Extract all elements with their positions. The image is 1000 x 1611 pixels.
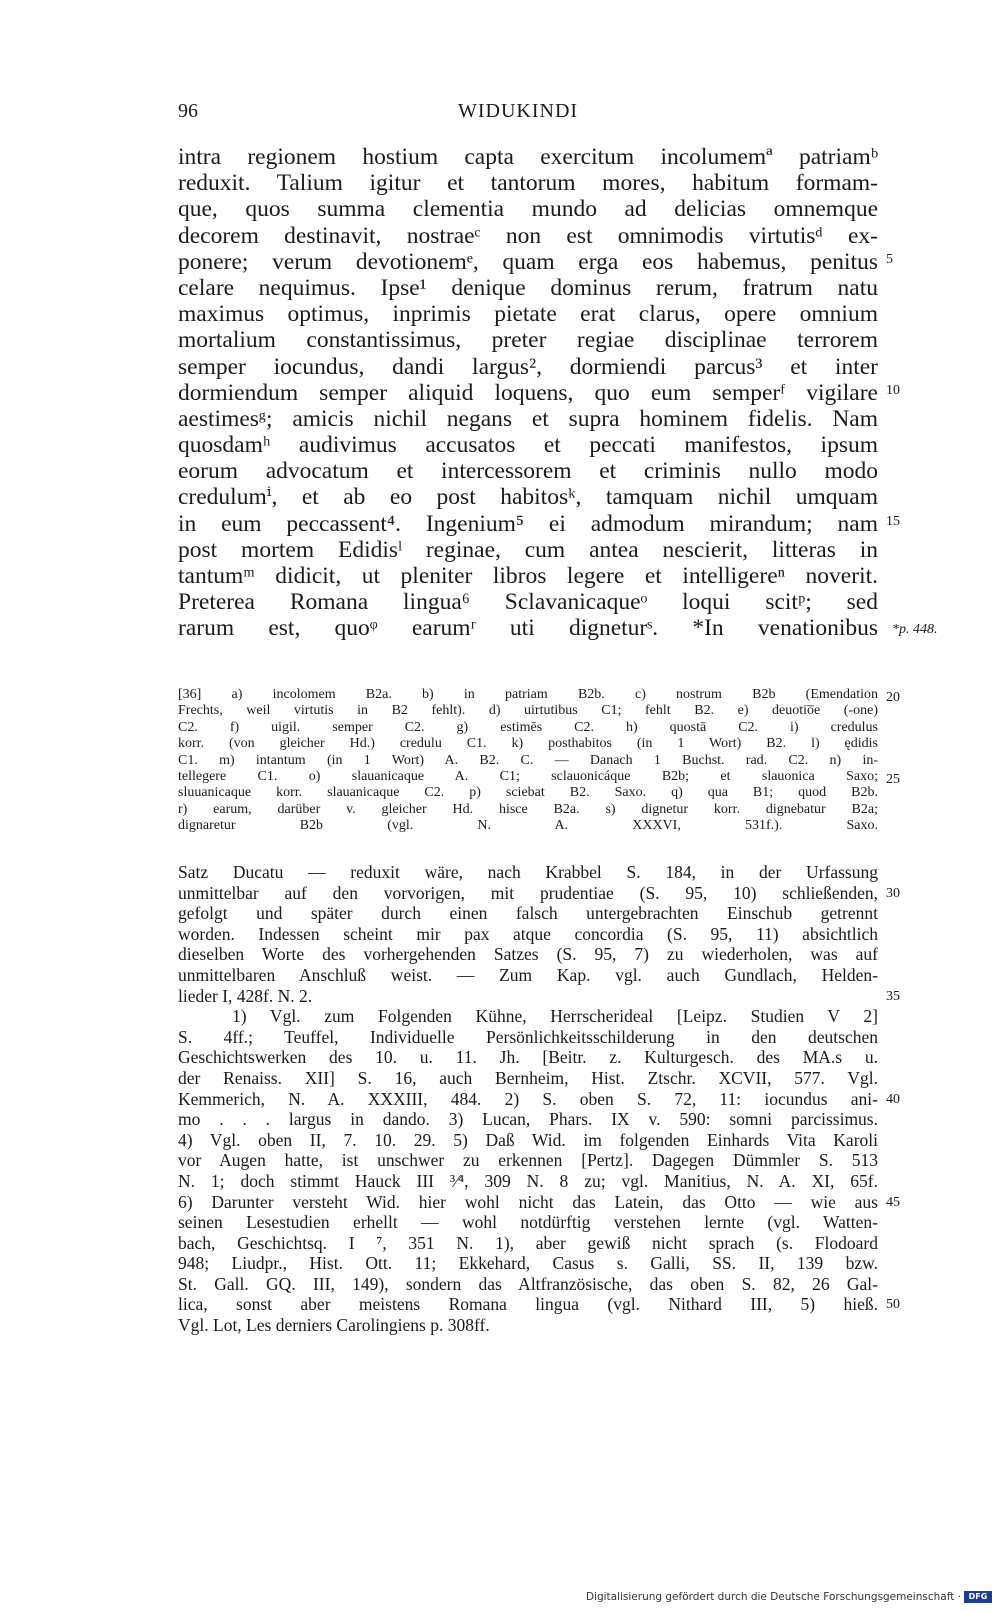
apparatus-line-text: dignaretur B2b (vgl. N. A. XXXVI, 531f.). Saxo.: [178, 818, 878, 834]
body-line: [178, 510, 900, 537]
note-line: [178, 1150, 878, 1171]
note-line: [178, 1088, 900, 1110]
note-line: [178, 882, 900, 904]
body-line-text: maximus optimus, inprimis pietate erat clarus, opere omnium: [178, 301, 878, 328]
note-line-text: dieselben Worte des vorhergehenden Satzes (S. 95, 7) zu wiederholen, was auf: [178, 944, 878, 965]
apparatus-line: [178, 753, 878, 769]
apparatus-line-text: sluuanicaque korr. slauanicaque C2. p) sciebat B2. Saxo. q) qua B1; quod B2b.: [178, 785, 878, 801]
page-header: [178, 100, 878, 130]
note-line-text: mo . . . largus in dando. 3) Lucan, Phars. IX v. 590: somni parcissimus.: [178, 1109, 878, 1130]
note-line: [178, 1191, 900, 1213]
line-number: 30: [886, 885, 900, 901]
apparatus-line-text: [36] a) incolomem B2a. b) in patriam B2b. c) nostrum B2b (Emendation: [178, 687, 878, 702]
apparatus-line-text: r) earum, darüber v. gleicher Hd. hisce B2a. s) dignetur korr. dignebatur B2a;: [178, 801, 878, 817]
line-number: 40: [886, 1091, 900, 1107]
body-line-text: decorem destinavit, nostraeᶜ non est omnimodis virtutisᵈ ex-: [178, 222, 878, 249]
note-line-text: bach, Geschichtsq. I ⁷, 351 N. 1), aber gewiß nicht sprach (s. Flodoard: [178, 1232, 878, 1253]
critical-apparatus: [178, 687, 900, 835]
note-line-text: lieder I, 428f. N. 2.: [178, 985, 313, 1006]
body-line: [178, 432, 878, 458]
body-line-text: rarum est, quoᵠ earumʳ uti digneturˢ. *In venationibus: [178, 615, 878, 642]
page-number: 96: [178, 100, 198, 122]
body-line: [178, 196, 878, 222]
apparatus-line: [178, 785, 878, 801]
body-line: [178, 379, 900, 406]
apparatus-line-text: C1. m) intantum (in 1 Wort) A. B2. C. — Danach 1 Buchst. rad. C2. n) in-: [178, 752, 878, 768]
apparatus-line-text: korr. (von gleicher Hd.) credulu C1. k) posthabitos (in 1 Wort) B2. l) ędidis: [178, 736, 878, 752]
note-line: [178, 1109, 878, 1130]
note-line: [178, 1294, 900, 1315]
note-line: [178, 965, 878, 986]
body-line: [178, 275, 878, 301]
body-line-text: reduxit. Talium igitur et tantorum mores, habitum formam-: [178, 170, 878, 197]
body-line-text: intra regionem hostium capta exercitum incolumemª patriamᵇ: [178, 144, 878, 170]
footnotes: [178, 862, 900, 1336]
body-line: [178, 248, 893, 275]
note-line: [178, 1212, 878, 1233]
body-line: [178, 170, 878, 196]
page-marker: *p. 448.: [892, 622, 938, 638]
body-line: [178, 354, 878, 380]
note-line-text: unmittelbaren Anschluß weist. — Zum Kap. vgl. auch Gundlach, Helden-: [178, 964, 878, 985]
apparatus-line-text: tellegere C1. o) slauanicaque A. C1; sclauonicáque B2b; et slauonica Saxo;: [178, 768, 878, 784]
note-line-text: 4) Vgl. oben II, 7. 10. 29. 5) Daß Wid. im folgenden Einhards Vita Karoli: [178, 1129, 878, 1150]
body-line: [178, 537, 878, 563]
note-line: [178, 862, 878, 883]
note-line: [178, 1006, 878, 1027]
note-line: [178, 1233, 878, 1254]
running-title: WIDUKINDI: [458, 100, 579, 122]
apparatus-line-text: Frechts, weil virtutis in B2 fehlt). d) uirtutibus C1; fehlt B2. e) deuotio̅e (-one): [178, 703, 878, 719]
body-line: [178, 484, 878, 510]
body-line-text: credulumⁱ, et ab eo post habitosᵏ, tamquam nichil umquam: [178, 484, 878, 511]
apparatus-line: [178, 802, 878, 818]
note-line-text: Satz Ducatu — reduxit wäre, nach Krabbel S. 184, in der Urfassung: [178, 862, 878, 882]
body-line-text: dormiendum semper aliquid loquens, quo eum semperᶠ vigilare: [178, 379, 878, 406]
line-number: 35: [886, 988, 900, 1004]
note-line-text: gefolgt und später durch einen falsch untergebrachten Einschub getrennt: [178, 903, 878, 924]
body-line: [178, 406, 878, 432]
note-line-text: 1) Vgl. zum Folgenden Kühne, Herrscherideal [Leipz. Studien V 2]: [232, 1006, 878, 1027]
body-line-text: quosdamʰ audivimus accusatos et peccati manifestos, ipsum: [178, 432, 878, 459]
dfg-logo-icon: DFG: [964, 1591, 992, 1603]
note-line-text: lica, sonst aber meistens Romana lingua (vgl. Nithard III, 5) hieß.: [178, 1294, 878, 1315]
line-number: 45: [886, 1194, 900, 1210]
line-number: 20: [886, 690, 900, 705]
line-number: 5: [886, 251, 893, 267]
body-line-text: post mortem Edidisˡ reginae, cum antea nescierit, litteras in: [178, 536, 878, 563]
body-line-text: eorum advocatum et intercessorem et criminis nullo modo: [178, 458, 878, 485]
note-line-text: Geschichtswerken des 10. u. 11. Jh. [Beitr. z. Kulturgesch. des MA.s u.: [178, 1047, 878, 1068]
note-line: [178, 1068, 878, 1089]
body-line-text: aestimesᵍ; amicis nichil negans et supra hominem fidelis. Nam: [178, 405, 878, 432]
note-line-text: 6) Darunter versteht Wid. hier wohl nicht das Latein, das Otto — wie aus: [178, 1191, 878, 1212]
body-line: [178, 458, 878, 484]
note-line: [178, 1253, 878, 1274]
body-line-text: tantumᵐ didicit, ut pleniter libros legere et intelligereⁿ noverit.: [178, 563, 878, 589]
note-line-text: 948; Liudpr., Hist. Ott. 11; Ekkehard, Casus s. Galli, SS. II, 139 bzw.: [178, 1253, 878, 1274]
note-line: [178, 985, 900, 1007]
body-line-text: mortalium constantissimus, preter regiae disciplinae terrorem: [178, 327, 878, 354]
line-number: 25: [886, 771, 900, 787]
apparatus-line: [178, 818, 878, 834]
body-line-text: celare nequimus. Ipse¹ denique dominus rerum, fratrum natu: [178, 274, 878, 301]
note-line-text: N. 1; doch stimmt Hauck III ³⁄⁴, 309 N. 8 zu; vgl. Manitius, N. A. XI, 65f.: [178, 1170, 878, 1191]
note-line: [178, 1315, 878, 1336]
note-line-text: seinen Lesestudien erhellt — wohl notdürftig verstehen lernte (vgl. Watten-: [178, 1212, 878, 1233]
note-line-text: S. 4ff.; Teuffel, Individuelle Persönlichkeitsschilderung in den deutschen: [178, 1026, 878, 1047]
line-number: 15: [886, 513, 900, 529]
body-line: [178, 223, 878, 249]
note-line-text: St. Gall. GQ. III, 149), sondern das Altfranzösische, das oben S. 82, 26 Gal-: [178, 1273, 878, 1294]
note-line-text: Vgl. Lot, Les derniers Carolingiens p. 308ff.: [178, 1315, 490, 1336]
body-line: [178, 301, 878, 327]
body-line: [178, 563, 878, 589]
body-line-text: que, quos summa clementia mundo ad delicias omnemque: [178, 196, 878, 223]
line-number: 50: [886, 1297, 900, 1313]
body-line-text: Preterea Romana lingua⁶ Sclavanicaqueᵒ loqui scitᵖ; sed: [178, 589, 878, 616]
note-line: [178, 903, 878, 924]
note-line-text: unmittelbar auf den vorvorigen, mit prudentiae (S. 95, 10) schließenden,: [178, 882, 878, 903]
note-line-text: vor Augen hatte, ist unschwer zu erkennen [Pertz]. Dagegen Dümmler S. 513: [178, 1150, 878, 1171]
body-line-text: ponere; verum devotionemᵉ, quam erga eos habemus, penitus: [178, 248, 878, 275]
note-line: [178, 1274, 878, 1295]
footer-text: Digitalisierung gefördert durch die Deutsche Forschungsgemeinschaft ·: [585, 1591, 961, 1603]
body-line: [178, 144, 878, 170]
body-line: [178, 327, 878, 353]
apparatus-line: [178, 720, 878, 736]
apparatus-line: [178, 768, 900, 787]
note-line: [178, 1027, 878, 1048]
body-line: [178, 615, 938, 642]
line-number: 10: [886, 382, 900, 398]
apparatus-line: [178, 703, 878, 719]
apparatus-line: [178, 687, 900, 705]
note-line: [178, 944, 878, 965]
main-text: [178, 144, 938, 642]
note-line-text: der Renaiss. XII] S. 16, auch Bernheim, Hist. Ztschr. XCVII, 577. Vgl.: [178, 1067, 878, 1088]
note-line: [178, 1047, 878, 1068]
apparatus-line: [178, 736, 878, 752]
note-line-text: worden. Indessen scheint mir pax atque concordia (S. 95, 11) absichtlich: [178, 923, 878, 944]
note-line-text: Kemmerich, N. A. XXXIII, 484. 2) S. oben S. 72, 11: iocundus ani-: [178, 1088, 878, 1109]
footer-credit: [586, 1591, 992, 1603]
body-line-text: in eum peccassent⁴. Ingenium⁵ ei admodum mirandum; nam: [178, 510, 878, 537]
note-line: [178, 1171, 878, 1192]
apparatus-line-text: C2. f) uigil. semper C2. g) estimēs C2. h) quostā C2. i) credulus: [178, 719, 878, 735]
note-line: [178, 924, 878, 945]
body-line: [178, 589, 878, 615]
note-line: [178, 1130, 878, 1151]
body-line-text: semper iocundus, dandi largus², dormiendi parcus³ et inter: [178, 353, 878, 380]
